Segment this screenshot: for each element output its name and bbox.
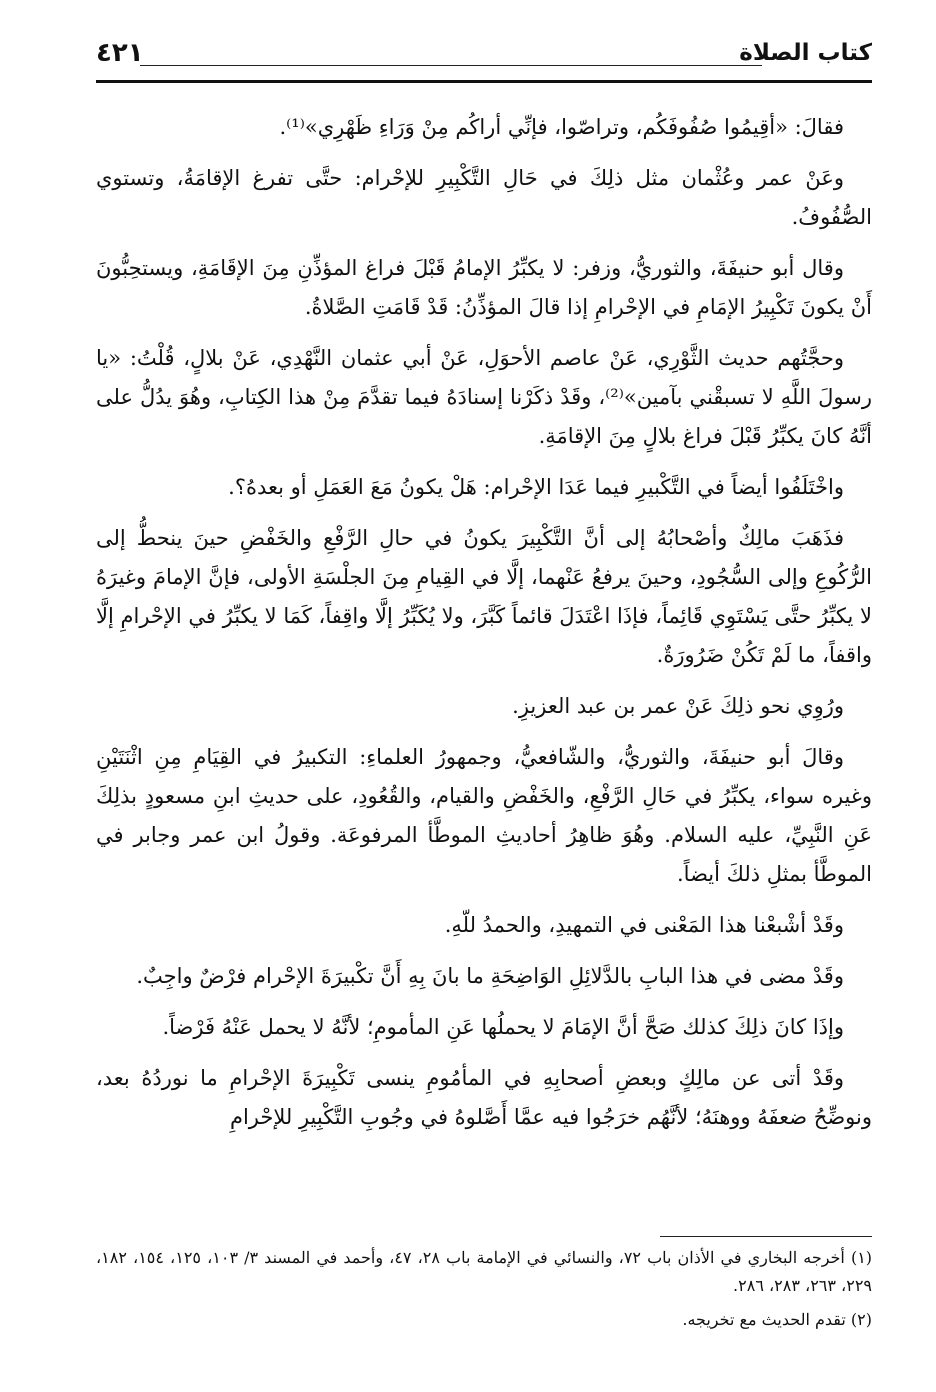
chapter-title: كتاب الصلاة (739, 40, 872, 66)
paragraph: وقَدْ أتى عن مالِكٍ وبعضِ أصحابِهِ في المأمُومِ ينسى تَكْبِيرَةَ الإحْرامِ ما نوردُهُ بعد، ونوضِّحُ ضعفَهُ ووهنَهُ؛ لأنَّهُم خرَجُوا فيه عمَّا أَصَّلوهُ في وجُوبِ التَّكْبِيرِ للإحْرامِ (96, 1066, 872, 1129)
page-number: ٤٢١ (96, 38, 144, 68)
paragraph: وقالَ أبو حنيفَةَ، والثوريُّ، والشّافعيُّ، وجمهورُ العلماءِ: التكبيرُ في القِيَامِ مِنِ اثْنَتَيْنِ وغيره سواء، يكبِّرُ في حَالِ الرَّفْعِ، والخَفْضِ والقيام، والقُعُودِ، على حديثِ ابنِ مسعودٍ بذلِكَ عَنِ النَّبِيِّ، عليه السلام. وهُوَ ظاهِرُ أحاديثِ الموطَّأ المرفوعَة. وقولُ ابن عمر وجابر في الموطَّأ بمثلِ ذلكَ أيضاً. (96, 745, 872, 886)
footnote-separator (660, 1236, 872, 1237)
paragraph: وقَدْ أشْبعْنا هذا المَعْنى في التمهيدِ، والحمدُ للّهِ. (444, 913, 844, 937)
paragraph: وعَنْ عمر وعُثْمان مثل ذلِكَ في حَالِ التَّكْبِيرِ للإحْرام: حتَّى تفرغ الإقامَةُ، وتستوي الصُّفُوفُ. (96, 166, 872, 229)
paragraph: فقالَ: «أقِيمُوا صُفُوفَكُم، وتراصّوا، فإنِّي أراكُم مِنْ وَرَاءِ ظَهْرِي»⁽¹⁾. (279, 115, 844, 139)
paragraph: وقال أبو حنيفَةَ، والثوريُّ، وزفر: لا يكبِّرُ الإمامُ قَبْلَ فراغ المؤذِّنِ مِنَ الإقَامَةِ، ويستحِبُّونَ أَنْ يكونَ تَكْبِيرُ الإمَامِ في الإحْرامِ إذا قالَ المؤذِّنُ: قَدْ قَامَتِ الصَّلاةُ. (96, 256, 872, 319)
header-rule-thick (96, 80, 872, 83)
main-text (96, 108, 872, 1149)
footnote: (١) أخرجه البخاري في الأذان باب ٧٢، والنسائي في الإمامة باب ٢٨، ٤٧، وأحمد في المسند ٣/ ١٠٣، ١٢٥، ١٥٤، ١٨٢، ٢٢٩، ٢٦٣، ٢٨٣، ٢٨٦. (96, 1248, 873, 1295)
footnotes (96, 1244, 872, 1340)
running-header (96, 38, 872, 78)
paragraph: واخْتَلَفُوا أيضاً في التَّكْبيرِ فيما عَدَا الإحْرام: هَلْ يكونُ مَعَ العَمَلِ أو بعدهُ؟. (228, 475, 844, 499)
paragraph: وحجَّتُهم حديث الثَّوْرِي، عَنْ عاصم الأحوَلِ، عَنْ أبي عثمان النَّهْدِي، عَنْ بلالٍ، قُلْتُ: «يا رسولَ اللَّهِ لا تسبقْني بآمين»⁽²⁾، وقَدْ ذكَرْنا إسنادَهُ فيما تقدَّمَ مِنْ هذا الكِتابِ، وهُوَ يدُلُّ على أنَّهُ كانَ يكبِّرُ قَبْلَ فراغ بلالٍ مِنَ الإقامَةِ. (96, 346, 872, 448)
paragraph: وقَدْ مضى في هذا البابِ بالدَّلائِلِ الوَاضِحَةِ ما بانَ بِهِ أَنَّ تكْبيرَةَ الإحْرام فرْضٌ واجِبٌ. (136, 964, 844, 988)
footnote: (٢) تقدم الحديث مع تخريجه. (682, 1310, 872, 1329)
paragraph: ورُوِي نحو ذلِكَ عَنْ عمر بن عبد العزيزِ. (512, 694, 844, 718)
paragraph: وإذَا كانَ ذلِكَ كذلك صَحَّ أنَّ الإمَامَ لا يحملُها عَنِ المأمومِ؛ لأنَّهُ لا يحمل عَنْهُ فَرْضاً. (162, 1015, 844, 1039)
paragraph: فذَهَبَ مالِكٌ وأصْحابُهُ إلى أنَّ التَّكْبِيرَ يكونُ في حالِ الرَّفْعِ والخَفْضِ حينَ ينحطُّ إلى الرُّكُوعِ وإلى السُّجُودِ، وحينَ يرفعُ عَنْهما، إلَّا في القِيامِ مِنَ الجلْسَةِ الأولى، فإنَّ الإمامَ وغيرَهُ لا يكبِّرُ حتَّى يَسْتَوِي قَائِماً، فإذَا اعْتَدَلَ قائماً كَبَّرَ، ولا يُكَبِّرُ إلَّا واقِفاً، كَمَا لا يكبِّرُ في الإحْرامِ إلَّا واقفاً، ما لَمْ تَكُنْ ضَرُورَةٌ. (96, 526, 872, 667)
header-rule-thin (140, 65, 762, 66)
